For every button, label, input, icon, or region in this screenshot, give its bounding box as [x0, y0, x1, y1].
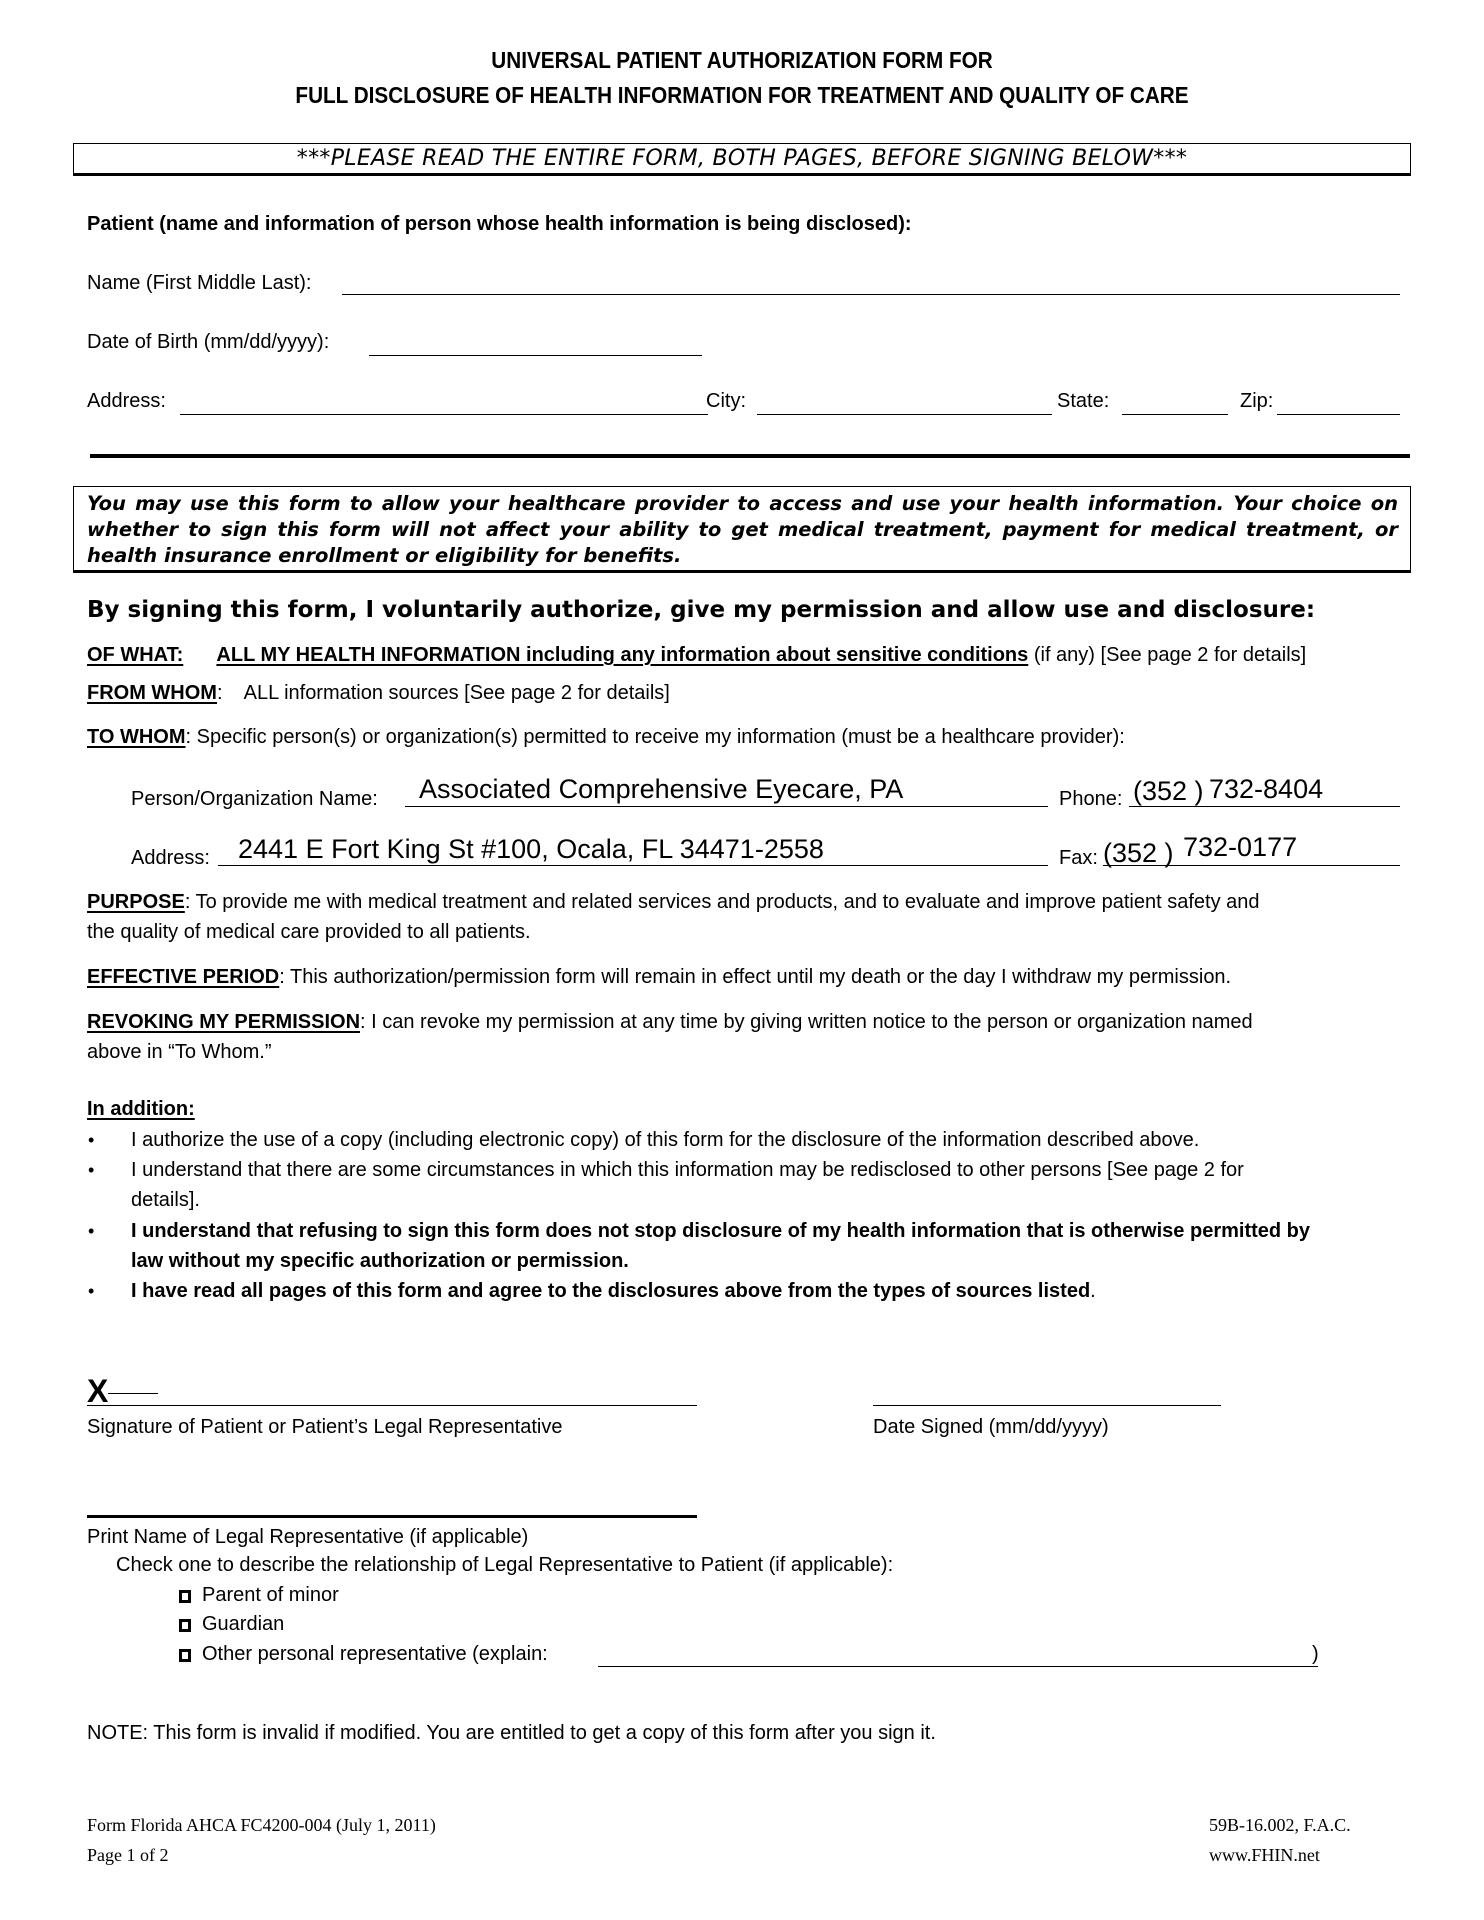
section-divider	[90, 454, 1410, 458]
recipient-fax-area: (352 )	[1103, 838, 1174, 868]
signature-field[interactable]	[87, 1395, 697, 1406]
to-whom-row	[87, 726, 1125, 749]
patient-section-heading: Patient (name and information of person whose health information is being disclosed):	[87, 213, 912, 235]
parent-of-minor-checkbox[interactable]	[179, 1590, 191, 1603]
recipient-org-field[interactable]	[405, 776, 1048, 807]
effective-period-text: : This authorization/permission form will remain in effect until my death or the day I withdraw my permission.	[279, 966, 1232, 988]
effective-period-label: EFFECTIVE PERIOD	[87, 966, 280, 988]
recipient-address-label: Address:	[131, 847, 210, 869]
revoking-row	[87, 1011, 1253, 1034]
patient-city-field[interactable]	[757, 396, 1052, 415]
print-name-label: Print Name of Legal Representative (if applicable)	[87, 1526, 529, 1548]
patient-name-field[interactable]	[342, 276, 1400, 295]
to-whom-value: : Specific person(s) or organization(s) permitted to receive my information (must be a healthcare provider):	[185, 726, 1125, 748]
from-whom-row	[87, 682, 670, 705]
x-mark-underline	[108, 1393, 158, 1394]
recipient-phone-field[interactable]	[1129, 776, 1400, 807]
form-title-line2: FULL DISCLOSURE OF HEALTH INFORMATION FOR TREATMENT AND QUALITY OF CARE	[295, 82, 1189, 108]
patient-state-label: State:	[1057, 390, 1110, 412]
bullet-4: •	[88, 1281, 95, 1301]
purpose-text-line1: : To provide me with medical treatment and related services and products, and to evaluate and improve patient safety and	[184, 891, 1260, 913]
addition-item-4-text: I have read all pages of this form and agree to the disclosures above from the types of sources listed	[131, 1280, 1091, 1302]
recipient-phone-number: 732-8404	[1209, 774, 1324, 804]
patient-dob-label: Date of Birth (mm/dd/yyyy):	[87, 331, 330, 353]
patient-name-label: Name (First Middle Last):	[87, 272, 312, 294]
of-what-label: OF WHAT:	[87, 644, 184, 666]
relationship-prompt: Check one to describe the relationship of Legal Representative to Patient (if applicable):	[116, 1554, 894, 1576]
read-entire-form-banner	[73, 143, 1411, 176]
addition-item-2-line2: details].	[131, 1189, 200, 1211]
print-name-field[interactable]	[87, 1505, 697, 1518]
footer-page-number: Page 1 of 2	[87, 1845, 169, 1865]
patient-city-label: City:	[706, 390, 746, 412]
other-representative-label: Other personal representative (explain:	[202, 1643, 548, 1665]
in-addition-heading: In addition:	[87, 1098, 195, 1120]
recipient-fax-label: Fax:	[1059, 847, 1098, 869]
revoking-text-line1: : I can revoke my permission at any time by giving written notice to the person or organization named	[360, 1011, 1253, 1033]
of-what-row	[87, 644, 1306, 667]
explain-close-paren: )	[1312, 1643, 1319, 1665]
revoking-text-line2: above in “To Whom.”	[87, 1041, 272, 1063]
explain-field[interactable]	[598, 1648, 1318, 1667]
recipient-org-value: Associated Comprehensive Eyecare, PA	[419, 774, 904, 804]
bullet-3: •	[88, 1221, 95, 1241]
effective-period-row	[87, 966, 1231, 989]
banner-text: ***PLEASE READ THE ENTIRE FORM, BOTH PAGES, BEFORE SIGNING BELOW***	[296, 146, 1188, 171]
guardian-label: Guardian	[202, 1613, 285, 1635]
date-signed-field[interactable]	[873, 1395, 1221, 1406]
addition-item-2-line1: I understand that there are some circumstances in which this information may be redisclosed to other persons [See page 2 for	[131, 1159, 1244, 1181]
patient-zip-field[interactable]	[1277, 396, 1400, 415]
addition-item-1: I authorize the use of a copy (including electronic copy) of this form for the disclosure of the information described above.	[131, 1129, 1200, 1151]
addition-item-4: I have read all pages of this form and agree to the disclosures above from the types of sources listed.	[131, 1280, 1096, 1302]
footer-rule-citation: 59B-16.002, F.A.C.	[1209, 1815, 1351, 1835]
bullet-1: •	[88, 1130, 95, 1150]
recipient-org-label: Person/Organization Name:	[131, 788, 378, 810]
invalid-if-modified-note: NOTE: This form is invalid if modified. You are entitled to get a copy of this form after you sign it.	[87, 1722, 936, 1744]
recipient-address-field[interactable]	[218, 835, 1048, 866]
patient-state-field[interactable]	[1122, 396, 1228, 415]
voluntary-notice-box: You may use this form to allow your healthcare provider to access and use your health information. Your choice on whether to sign this form will not affect your ability to get medical treatment, payment for medical treatment, or health insurance enrollment or eligibility for benefits.	[73, 486, 1411, 573]
recipient-address-value: 2441 E Fort King St #100, Ocala, FL 34471-2558	[238, 834, 824, 864]
form-title-line1: UNIVERSAL PATIENT AUTHORIZATION FORM FOR	[491, 47, 993, 73]
to-whom-label: TO WHOM	[87, 726, 186, 748]
purpose-row	[87, 891, 1260, 914]
patient-dob-field[interactable]	[369, 337, 702, 356]
of-what-value: ALL MY HEALTH INFORMATION including any information about sensitive conditions	[216, 644, 1029, 666]
patient-zip-label: Zip:	[1240, 390, 1274, 412]
bullet-2: •	[88, 1160, 95, 1180]
other-representative-checkbox[interactable]	[179, 1649, 191, 1662]
addition-item-3-line1: I understand that refusing to sign this form does not stop disclosure of my health information that is otherwise permitted by	[131, 1220, 1310, 1242]
signature-label: Signature of Patient or Patient’s Legal Representative	[87, 1416, 563, 1438]
from-whom-value: : ALL information sources [See page 2 for details]	[216, 682, 670, 704]
patient-address-label: Address:	[87, 390, 166, 412]
addition-item-3-line2: law without my specific authorization or permission.	[131, 1250, 629, 1272]
guardian-checkbox[interactable]	[179, 1619, 191, 1632]
purpose-text-line2: the quality of medical care provided to all patients.	[87, 921, 531, 943]
revoking-label: REVOKING MY PERMISSION	[87, 1011, 361, 1033]
footer-website: www.FHIN.net	[1209, 1845, 1320, 1865]
signature-x-mark: X	[87, 1373, 109, 1409]
recipient-phone-label: Phone:	[1059, 788, 1123, 810]
purpose-label: PURPOSE	[87, 891, 185, 913]
recipient-fax-field[interactable]	[1103, 832, 1400, 868]
of-what-suffix: (if any) [See page 2 for details]	[1028, 644, 1307, 666]
parent-of-minor-label: Parent of minor	[202, 1584, 339, 1606]
recipient-fax-number: 732-0177	[1183, 832, 1298, 862]
patient-address-field[interactable]	[180, 396, 708, 415]
from-whom-label: FROM WHOM	[87, 682, 217, 704]
date-signed-label: Date Signed (mm/dd/yyyy)	[873, 1416, 1109, 1438]
recipient-phone-area: (352 )	[1133, 776, 1204, 806]
footer-form-id: Form Florida AHCA FC4200-004 (July 1, 2011)	[87, 1815, 436, 1835]
authorization-headline: By signing this form, I voluntarily authorize, give my permission and allow use and disclosure:	[87, 597, 1316, 623]
